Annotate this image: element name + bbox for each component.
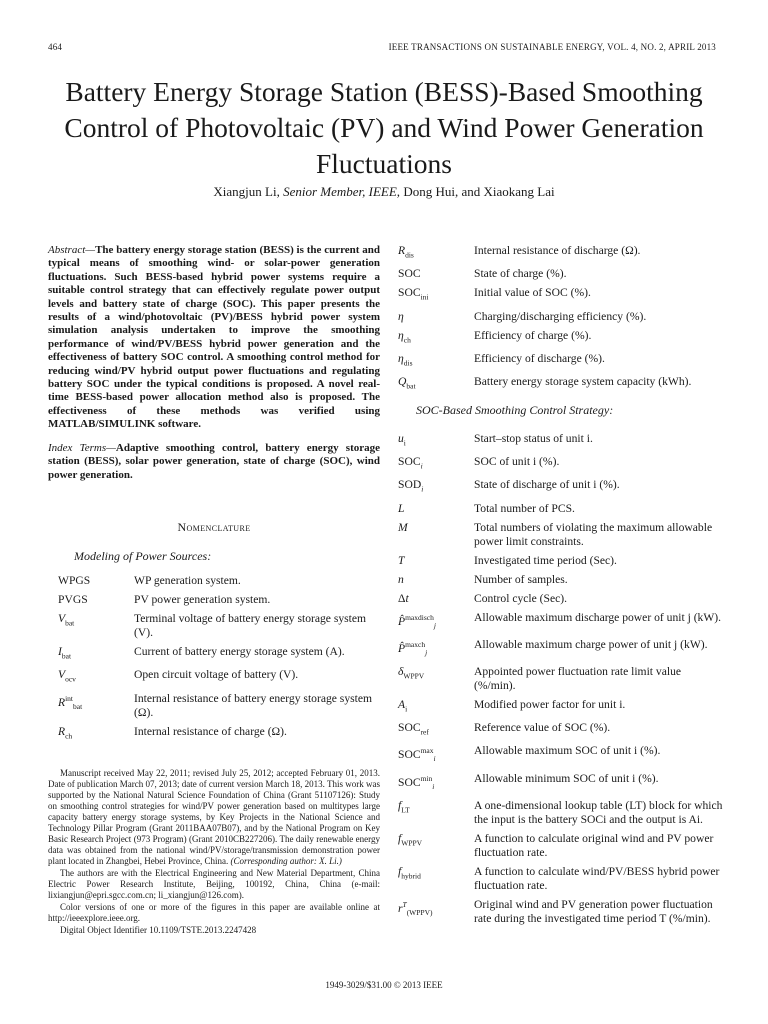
paper-title: Battery Energy Storage Station (BESS)-Based Smoothing Control of Photovoltaic (PV) and Wind Power Generation Fluctuations	[64, 76, 704, 179]
symbol-ui: $u_i$	[398, 431, 406, 447]
symbol-p-maxdisch: P̂$^{maxdisch}_j$	[398, 612, 436, 630]
nomenclature-row	[48, 612, 380, 645]
symbol-m: M	[398, 520, 408, 534]
symbol-rch: $R_{ch}$	[58, 724, 73, 740]
symbol-f-lt: $f_{LT}$	[398, 798, 410, 815]
definition: Internal resistance of discharge (Ω).	[474, 244, 641, 257]
nomenclature-row	[398, 772, 724, 799]
nomenclature-row	[398, 698, 724, 721]
page-number: 464	[48, 42, 63, 52]
nomenclature-row	[398, 721, 724, 744]
definition: Allowable minimum SOC of unit i (%).	[474, 771, 659, 785]
nomenclature-table-left	[48, 574, 380, 748]
nomenclature-row	[398, 329, 724, 352]
nomenclature-row	[398, 310, 724, 329]
definition: A function to calculate wind/PV/BESS hybrid power fluctuation rate.	[474, 864, 720, 892]
symbol-soc-ini: $SOC_{ini}$	[398, 286, 429, 302]
author-name-1: Xiangjun Li,	[213, 184, 280, 199]
abstract	[48, 244, 380, 432]
definition: State of charge (%).	[474, 267, 567, 281]
symbol-delta-t: Δt	[398, 591, 409, 605]
definition: State of discharge of unit i (%).	[474, 478, 620, 492]
abstract-text: The battery energy storage station (BESS) is the current and typical means of smoothing wind- or solar-power generation fluctuations. Such BESS-based hybrid power systems require a suitable control strategy that can effectively regulate power output levels and battery state of charge (SOC). This paper presents the results of a wind/photovoltaic (PV)/BESS hybrid power system simulation analysis undertaken to improve the smoothing performance of wind/PV/BESS hybrid power generation and the effectiveness of battery SOC control. A smoothing control method for reducing wind/PV hybrid output power fluctuations and regulating battery SOC under the typical conditions is proposed. A novel real-time BESS-based power allocation method also is proposed. The effectiveness of these methods was verified using MATLAB/SIMULINK software.	[48, 244, 380, 431]
symbol-soc-min: $SOC^{min}_i$	[398, 773, 435, 791]
nomenclature-row	[398, 573, 724, 592]
nomenclature-row	[398, 592, 724, 611]
definition: Allowable maximum charge power of unit j (kW).	[474, 637, 708, 651]
nomenclature-row	[398, 455, 724, 478]
symbol-ai: $A_i$	[398, 697, 408, 714]
soc-strategy-heading: SOC-Based Smoothing Control Strategy:	[416, 402, 614, 417]
index-terms-text: Adaptive smoothing control, battery energy storage station (BESS), solar power generation, state of charge (SOC), wind power generation.	[48, 441, 380, 481]
author-line	[40, 184, 728, 200]
symbol-sod-i: $SOD_i$	[398, 478, 424, 494]
author-names-rest: Dong Hui, and Xiaokang Lai	[403, 184, 555, 199]
symbol-rbat-int: $R^{int}_{bat}$	[58, 693, 83, 711]
symbol-eta: η	[398, 309, 404, 323]
nomenclature-row	[48, 593, 380, 612]
symbol-ibat: $I_{bat}$	[58, 644, 72, 661]
definition: Modified power factor for unit i.	[474, 697, 626, 711]
symbol-qbat: $Q_{bat}$	[398, 375, 416, 391]
nomenclature-row	[398, 865, 724, 898]
footnote-affiliation: The authors are with the Electrical Engineering and New Material Department, China Electric Power Research Institute, Beijing, 100192, China, China (e-mail: lixiangjun@epri.sgcc.com.cn; li_xiangjun@126.com).	[48, 868, 380, 900]
nomenclature-row	[398, 267, 724, 286]
nomenclature-row	[398, 554, 724, 573]
definition: Efficiency of charge (%).	[474, 328, 592, 342]
nomenclature-row	[398, 898, 724, 931]
symbol-l: L	[398, 501, 405, 515]
left-column	[48, 244, 380, 748]
symbol-soc-ref: $SOC_{ref}$	[398, 721, 429, 737]
definition: Start–stop status of unit i.	[474, 431, 593, 445]
nomenclature-row	[48, 574, 380, 593]
definition: Initial value of SOC (%).	[474, 286, 591, 300]
nomenclature-row	[48, 645, 380, 668]
definition: Internal resistance of charge (Ω).	[134, 724, 287, 738]
definition: Control cycle (Sec).	[474, 591, 568, 605]
symbol-soc-max: $SOC^{max}_i$	[398, 746, 436, 764]
symbol-pvgs: PVGS	[58, 592, 88, 606]
nomenclature-heading: Nomenclature	[177, 519, 251, 534]
symbol-r-wppv: $r^T_{(WPPV)}$	[398, 899, 433, 917]
definition: Internal resistance of battery energy storage system (Ω).	[134, 691, 373, 719]
definition: Original wind and PV generation power fluctuation rate during the investigated time period T (%/min).	[474, 897, 713, 925]
symbol-n: n	[398, 572, 404, 586]
symbol-rdis: $R_{dis}$	[398, 244, 414, 260]
footnote-color-note: Color versions of one or more of the figures in this paper are available online at http://ieeexplore.ieee.org.	[48, 902, 380, 923]
abstract-lead: Abstract—	[48, 244, 96, 256]
modeling-heading: Modeling of Power Sources:	[74, 548, 212, 563]
nomenclature-row	[398, 799, 724, 832]
definition: Allowable maximum SOC of unit i (%).	[474, 744, 661, 758]
symbol-vbat: $V_{bat}$	[58, 611, 75, 628]
definition: Current of battery energy storage system (A).	[134, 644, 345, 658]
nomenclature-row	[398, 432, 724, 455]
nomenclature-row	[398, 244, 724, 267]
author-role: Senior Member, IEEE,	[283, 184, 401, 199]
definition: Open circuit voltage of battery (V).	[134, 668, 299, 682]
symbol-soc-i: $SOC_i$	[398, 454, 423, 471]
nomenclature-row	[398, 502, 724, 521]
nomenclature-table-right-bottom	[398, 432, 724, 931]
nomenclature-row	[398, 638, 724, 665]
definition: A one-dimensional lookup table (LT) block for which the input is the battery SOCi and the output is Ai.	[474, 798, 723, 826]
definition: Allowable maximum discharge power of unit j (kW).	[474, 610, 722, 624]
symbol-eta-ch: $\eta_{ch}$	[398, 328, 411, 344]
nomenclature-row	[48, 668, 380, 691]
definition: Reference value of SOC (%).	[474, 721, 611, 735]
symbol-p-maxch: P̂$^{maxch}_j$	[398, 639, 428, 657]
copyright-footer: 1949-3029/$31.00 © 2013 IEEE	[325, 980, 443, 990]
definition: Total numbers of violating the maximum allowable power limit constraints.	[474, 520, 713, 548]
definition: Number of samples.	[474, 572, 568, 586]
definition: Investigated time period (Sec).	[474, 553, 617, 567]
nomenclature-row	[398, 521, 724, 554]
nomenclature-row	[398, 665, 724, 698]
definition: SOC of unit i (%).	[474, 454, 560, 468]
nomenclature-row	[398, 352, 724, 375]
symbol-eta-dis: $\eta_{dis}$	[398, 351, 413, 368]
nomenclature-row	[398, 832, 724, 865]
symbol-f-wppv: $f_{WPPV}$	[398, 831, 423, 848]
nomenclature-row	[398, 478, 724, 501]
nomenclature-row	[398, 744, 724, 771]
definition: WP generation system.	[134, 573, 241, 587]
symbol-t: T	[398, 553, 405, 567]
definition: Charging/discharging efficiency (%).	[474, 309, 647, 323]
symbol-delta-wppv: $\delta_{WPPV}$	[398, 664, 425, 681]
nomenclature-row	[48, 692, 380, 725]
definition: PV power generation system.	[134, 592, 271, 606]
nomenclature-row	[398, 286, 724, 309]
footnote	[48, 768, 380, 937]
symbol-wpgs: WPGS	[58, 573, 91, 587]
nomenclature-row	[398, 375, 724, 398]
nomenclature-row	[48, 725, 380, 748]
definition: Terminal voltage of battery energy storage system (V).	[134, 611, 367, 639]
nomenclature-table-right-top	[398, 244, 724, 399]
index-terms	[48, 442, 380, 482]
definition: A function to calculate original wind and PV power fluctuation rate.	[474, 831, 714, 859]
right-column	[398, 244, 724, 931]
nomenclature-row	[398, 611, 724, 638]
journal-header: IEEE TRANSACTIONS ON SUSTAINABLE ENERGY, VOL. 4, NO. 2, APRIL 2013	[388, 42, 716, 52]
symbol-f-hybrid: $f_{hybrid}$	[398, 864, 421, 881]
index-terms-lead: Index Terms—	[48, 441, 116, 454]
footnote-doi: Digital Object Identifier 10.1109/TSTE.2013.2247428	[60, 925, 257, 935]
symbol-soc: SOC	[398, 267, 421, 281]
definition: Efficiency of discharge (%).	[474, 351, 605, 365]
footnote-funding: Manuscript received May 22, 2011; revised July 25, 2012; accepted February 01, 2013. Date of publication March 07, 2013; date of current version March 18, 2013. This work was supported by the National Natural Science Foundation of China (Grant 51107126): Study on smoothing control strategies for wind/PV power generation based on multitypes large capacity battery energy storage systems, by Key Projects in the National Science and Technology Pillar Program (Grant 2011BAA07B07), and by the National Program on Key Basic Research Project (973 Program) (Grant 2010CB227206). The daily renewable energy data was obtained from the national wind/PV/storage/transmission demonstration power plant located in Zhangbei, Hebei Province, China. (Corresponding author: X. Li.)	[48, 768, 380, 866]
definition: Appointed power fluctuation rate limit value (%/min).	[474, 664, 682, 692]
corresponding-author: (Corresponding author: X. Li.)	[230, 856, 342, 866]
symbol-vocv: $V_{ocv}$	[58, 668, 76, 684]
definition: Total number of PCS.	[474, 501, 575, 515]
definition: Battery energy storage system capacity (kWh).	[474, 375, 692, 389]
